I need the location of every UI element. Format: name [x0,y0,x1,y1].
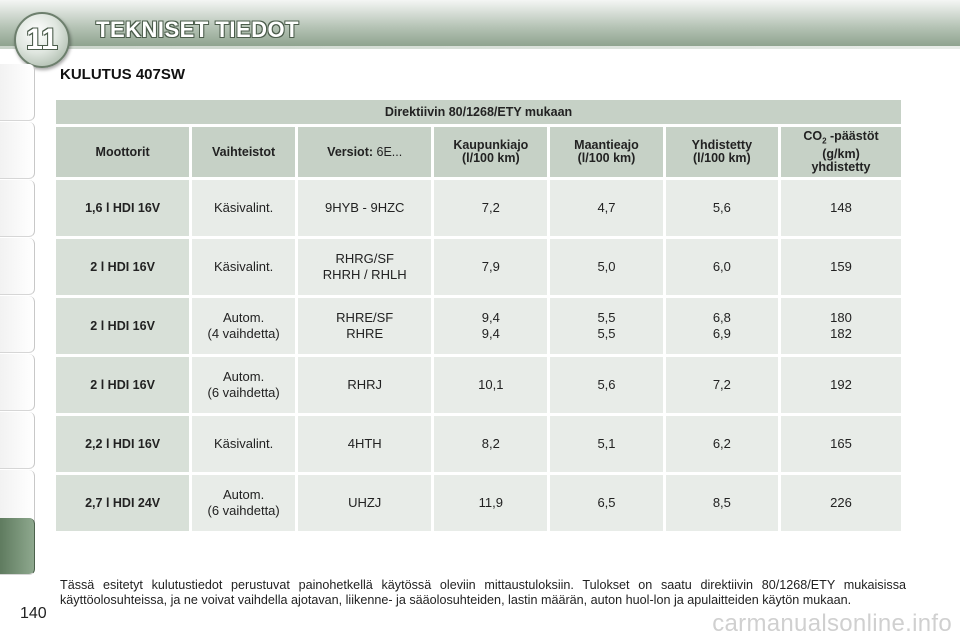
cell-extra-urban: 5,5 5,5 [550,298,662,354]
column-header-combined: Yhdistetty (l/100 km) [666,127,778,177]
cell-version: UHZJ [298,475,431,531]
cell-co2: 192 [781,357,901,413]
cell-co2: 148 [781,180,901,236]
table-row [56,298,901,354]
cell-combined: 5,6 [666,180,778,236]
table-row [56,416,901,472]
page-title: TEKNISET TIEDOT [96,17,300,42]
cell-urban: 10,1 [434,357,547,413]
consumption-table [56,97,904,534]
side-tab[interactable] [0,238,35,295]
cell-co2: 159 [781,239,901,295]
cell-combined: 7,2 [666,357,778,413]
cell-urban: 11,9 [434,475,547,531]
table-row [56,239,901,295]
cell-engine: 2,2 l HDI 16V [56,416,189,472]
cell-version: 9HYB - 9HZC [298,180,431,236]
cell-combined: 8,5 [666,475,778,531]
column-header-gearbox: Vaihteistot [192,127,295,177]
cell-version: RHRG/SF RHRH / RHLH [298,239,431,295]
cell-urban: 7,9 [434,239,547,295]
cell-combined: 6,0 [666,239,778,295]
watermark: carmanualsonline.info [712,610,952,637]
cell-gearbox: Käsivalint. [192,416,295,472]
side-tabs [0,64,36,584]
column-header-version [298,127,431,177]
page-number: 140 [20,605,47,622]
side-tab[interactable] [0,354,35,411]
column-header-extra-urban: Maantieajo (l/100 km) [550,127,662,177]
side-tab[interactable] [0,64,35,121]
cell-gearbox: Käsivalint. [192,180,295,236]
cell-engine: 2 l HDI 16V [56,357,189,413]
side-tab[interactable] [0,296,35,353]
cell-engine: 2,7 l HDI 24V [56,475,189,531]
cell-urban: 8,2 [434,416,547,472]
cell-co2: 226 [781,475,901,531]
directive-header: Direktiivin 80/1268/ETY mukaan [56,100,901,124]
cell-gearbox: Käsivalint. [192,239,295,295]
cell-combined: 6,2 [666,416,778,472]
column-header-co2 [781,127,901,177]
cell-combined: 6,8 6,9 [666,298,778,354]
version-label: Versiot: [327,144,374,159]
section-title: KULUTUS 407SW [60,66,186,83]
cell-gearbox: Autom. (4 vaihdetta) [192,298,295,354]
cell-co2: 180 182 [781,298,901,354]
version-value: 6E... [376,144,403,159]
footnote: Tässä esitetyt kulutustiedot perustuvat painohetkellä käytössä oleviin mittaustuloksiin. Tulokset on saatu direktiivin 80/1268/ETY mukaisissa käyttöolosuhteissa, ja ne voivat vaihdella ajotavan, liikenne- ja sääolosuhteiden, lastin määrän, auton huol-lon ja apulaitteiden käytön mukaan. [60,578,906,607]
table-row [56,357,901,413]
cell-gearbox: Autom. (6 vaihdetta) [192,475,295,531]
co2-subscript: 2 [822,136,827,146]
table-row [56,475,901,531]
cell-engine: 2 l HDI 16V [56,239,189,295]
cell-extra-urban: 5,1 [550,416,662,472]
cell-extra-urban: 5,0 [550,239,662,295]
cell-co2: 165 [781,416,901,472]
cell-extra-urban: 6,5 [550,475,662,531]
cell-extra-urban: 4,7 [550,180,662,236]
cell-version: RHRE/SF RHRE [298,298,431,354]
cell-version: 4HTH [298,416,431,472]
table-row [56,180,901,236]
cell-urban: 9,4 9,4 [434,298,547,354]
cell-version: RHRJ [298,357,431,413]
chapter-badge: 11 [14,12,70,68]
column-header-engine: Moottorit [56,127,189,177]
co2-suffix: -päästöt (g/km) yhdistetty [811,129,879,174]
co2-prefix: CO [803,129,823,144]
side-tab[interactable] [0,180,35,237]
column-header-urban: Kaupunkiajo (l/100 km) [434,127,547,177]
cell-extra-urban: 5,6 [550,357,662,413]
side-tab[interactable] [0,122,35,179]
cell-gearbox: Autom. (6 vaihdetta) [192,357,295,413]
side-tab[interactable] [0,412,35,469]
cell-urban: 7,2 [434,180,547,236]
cell-engine: 2 l HDI 16V [56,298,189,354]
side-tab-active[interactable] [0,518,35,575]
cell-engine: 1,6 l HDI 16V [56,180,189,236]
header-divider [0,46,960,49]
